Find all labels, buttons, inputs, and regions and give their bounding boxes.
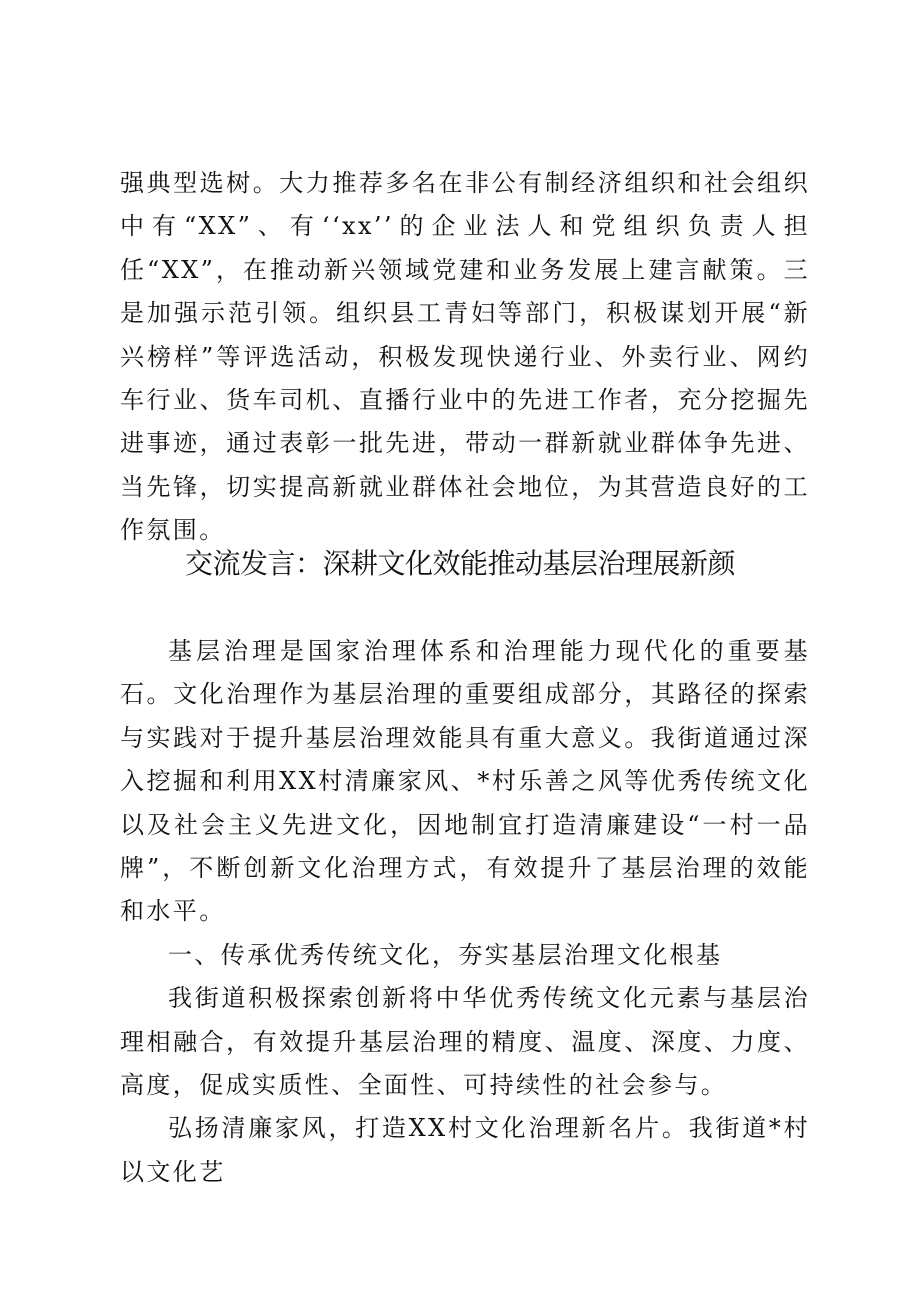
intro-paragraph: 基层治理是国家治理体系和治理能力现代化的重要基石。文化治理作为基层治理的重要组成部分，其路径的探索与实践对于提升基层治理效能具有重大意义。我街道通过深入挖掘和利用XX村清廉家风、*村乐善之风等优秀传统文化以及社会主义先进文化，因地制宜打造清廉建设“一村一品牌”，不断创新文化治理方式，有效提升了基层治理的效能和水平。 <box>120 637 810 926</box>
article-body <box>120 630 810 1194</box>
section-paragraph: 我街道积极探索创新将中华优秀传统文化元素与基层治理相融合，有效提升基层治理的精度、温度、深度、力度、高度，促成实质性、全面性、可持续性的社会参与。 <box>120 984 810 1100</box>
section-heading: 一、传承优秀传统文化，夯实基层治理文化根基 <box>168 940 723 969</box>
continuation-paragraph: 强典型选树。大力推荐多名在非公有制经济组织和社会组织中有“XX”、有‘‘xx’’的企业法人和党组织负责人担任“XX”，在推动新兴领域党建和业务发展上建言献策。三是加强示范引领。组织县工青妇等部门，积极谋划开展“新兴榜样”等评选活动，积极发现快递行业、外卖行业、网约车行业、货车司机、直播行业中的先进工作者，充分挖掘先进事迹，通过表彰一批先进，带动一群新就业群体争先进、当先锋，切实提高新就业群体社会地位，为其营造良好的工作氛围。 <box>120 169 810 545</box>
article-title: 交流发言：深耕文化效能推动基层治理展新颜 <box>184 547 735 580</box>
subpoint-paragraph: 弘扬清廉家风，打造XX村文化治理新名片。我街道*村以文化艺 <box>120 1114 810 1186</box>
